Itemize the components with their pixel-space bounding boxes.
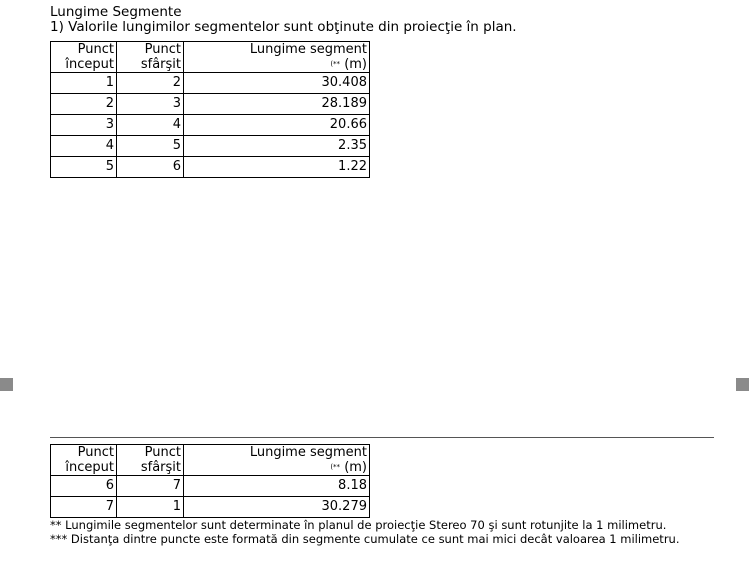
cell-start: 5 — [51, 157, 117, 178]
table-row — [51, 73, 370, 94]
header-end-line2: sfârşit — [140, 57, 181, 72]
header-end-line1: Punct — [144, 42, 181, 57]
header-length-unit-line — [186, 57, 367, 72]
header-start-line1: Punct — [77, 42, 114, 57]
cell-end: 6 — [117, 157, 184, 178]
table-row — [51, 476, 370, 497]
cell-start: 3 — [51, 115, 117, 136]
cell-end: 2 — [117, 73, 184, 94]
header-end-line1: Punct — [144, 445, 181, 460]
header-start-point — [51, 42, 117, 73]
table-row — [51, 136, 370, 157]
page-break-handle-right[interactable] — [736, 378, 749, 391]
header-length-unit: (m) — [344, 57, 367, 72]
table-header-row — [51, 445, 370, 476]
cell-end: 3 — [117, 94, 184, 115]
cell-length: 8.18 — [184, 476, 370, 497]
cell-length: 28.189 — [184, 94, 370, 115]
page-separator — [50, 437, 714, 438]
cell-start: 1 — [51, 73, 117, 94]
header-length-line1: Lungime segment — [249, 42, 367, 57]
header-length-line1: Lungime segment — [249, 445, 367, 460]
footnote-mark: (** — [330, 60, 341, 68]
cell-end: 5 — [117, 136, 184, 157]
table-row — [51, 157, 370, 178]
segments-table-bottom — [50, 444, 370, 518]
page-break-handle-left[interactable] — [0, 378, 13, 391]
cell-start: 7 — [51, 497, 117, 518]
cell-length: 2.35 — [184, 136, 370, 157]
table-row — [51, 115, 370, 136]
header-length-unit: (m) — [344, 460, 367, 475]
header-length-unit-line — [186, 460, 367, 475]
segments-table-top — [50, 41, 370, 178]
header-end-point — [117, 445, 184, 476]
cell-length: 30.279 — [184, 497, 370, 518]
cell-end: 1 — [117, 497, 184, 518]
cell-end: 7 — [117, 476, 184, 497]
footnote-cumulated: *** Distanţa dintre puncte este formată din segmente cumulate ce sunt mai mici decât valoarea 1 milimetru. — [50, 532, 680, 546]
header-start-line2: început — [65, 460, 114, 475]
cell-length: 30.408 — [184, 73, 370, 94]
table-header-row — [51, 42, 370, 73]
footnote-rounding: ** Lungimile segmentelor sunt determinate în planul de proiecţie Stereo 70 şi sunt rotunjite la 1 milimetru. — [50, 518, 667, 532]
cell-length: 20.66 — [184, 115, 370, 136]
header-start-point — [51, 445, 117, 476]
header-segment-length — [184, 445, 370, 476]
footnote-mark: (** — [330, 463, 341, 471]
header-end-point — [117, 42, 184, 73]
cell-start: 2 — [51, 94, 117, 115]
cell-start: 6 — [51, 476, 117, 497]
header-start-line1: Punct — [77, 445, 114, 460]
header-segment-length — [184, 42, 370, 73]
table-row — [51, 94, 370, 115]
page-title: Lungime Segmente — [50, 4, 182, 20]
cell-end: 4 — [117, 115, 184, 136]
header-end-line2: sfârşit — [140, 460, 181, 475]
page-subtitle: 1) Valorile lungimilor segmentelor sunt obţinute din proiecţie în plan. — [50, 19, 517, 35]
cell-start: 4 — [51, 136, 117, 157]
header-start-line2: început — [65, 57, 114, 72]
cell-length: 1.22 — [184, 157, 370, 178]
table-row — [51, 497, 370, 518]
